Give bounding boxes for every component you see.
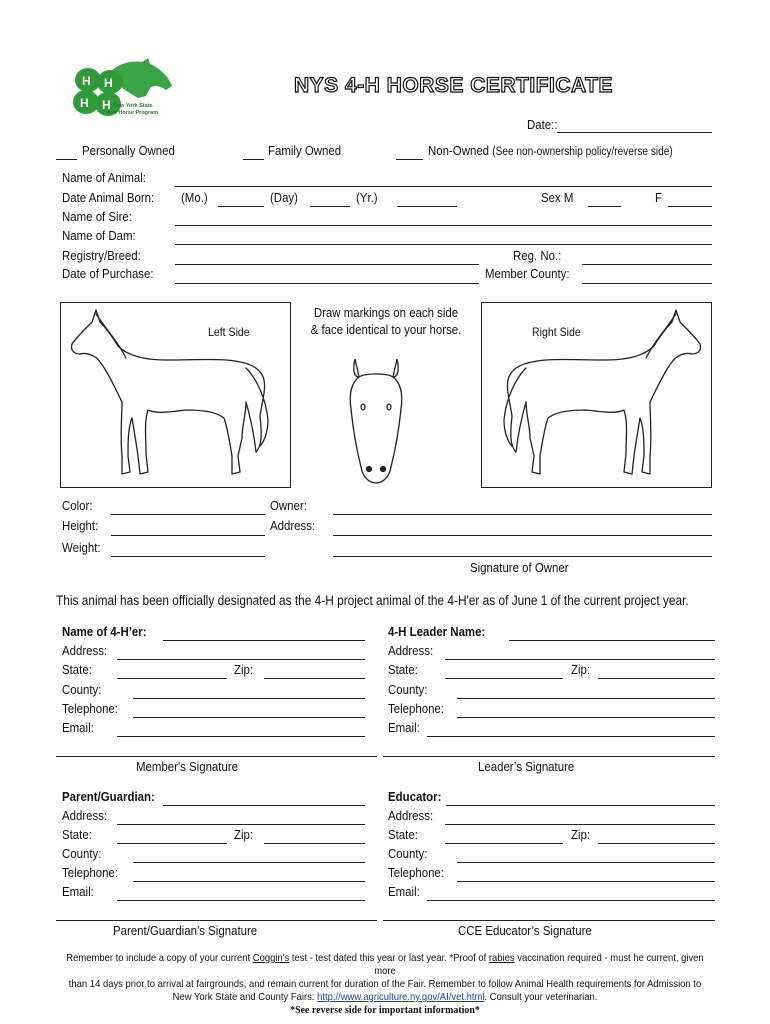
- day-label: (Day): [270, 190, 298, 205]
- leaders-signature-label: Leader’s Signature: [478, 759, 575, 774]
- educator-field[interactable]: [446, 805, 715, 806]
- leader-email-label: Email:: [388, 720, 420, 735]
- leader-county-label: County:: [388, 682, 428, 697]
- 4h-er-telephone-field[interactable]: [133, 717, 365, 718]
- educator-email-field[interactable]: [427, 900, 715, 901]
- date-of-purchase-label: Date of Purchase:: [62, 266, 154, 281]
- horse-left-side-icon: [66, 306, 276, 484]
- educator-address-field[interactable]: [445, 824, 715, 825]
- weight-field[interactable]: [111, 556, 265, 557]
- reg-no-label: Reg. No.:: [513, 248, 562, 263]
- drawing-instruction-line2: & face identical to your horse.: [310, 322, 462, 337]
- 4h-er-zip-field[interactable]: [264, 678, 365, 679]
- educator-email-label: Email:: [388, 884, 420, 899]
- date-of-purchase-field[interactable]: [175, 283, 479, 284]
- leader-zip-field[interactable]: [598, 678, 715, 679]
- svg-text:H: H: [102, 98, 111, 112]
- leader-county-field[interactable]: [457, 698, 715, 699]
- date-field[interactable]: [557, 132, 712, 133]
- parent-zip-field[interactable]: [264, 843, 365, 844]
- parent-address-label: Address:: [62, 808, 108, 823]
- leader-telephone-field[interactable]: [457, 717, 715, 718]
- leader-state-field[interactable]: [445, 678, 563, 679]
- non-owned-blank[interactable]: [396, 159, 423, 160]
- day-field[interactable]: [310, 206, 350, 207]
- leader-address-field[interactable]: [445, 659, 715, 660]
- color-field[interactable]: [111, 514, 265, 515]
- svg-text:H: H: [82, 74, 91, 88]
- footer-line-3: [57, 991, 714, 1004]
- registry-breed-field[interactable]: [175, 264, 479, 265]
- drawing-instruction-line1: Draw markings on each side: [313, 305, 459, 320]
- member-county-label: Member County:: [485, 266, 570, 281]
- 4h-er-telephone-label: Telephone:: [62, 701, 118, 716]
- name-of-4h-er-label: Name of 4-H’er:: [62, 624, 147, 639]
- parent-county-field[interactable]: [133, 862, 365, 863]
- educator-state-field[interactable]: [445, 843, 563, 844]
- rabies-link: rabies: [488, 952, 515, 964]
- registry-breed-label: Registry/Breed:: [62, 248, 141, 263]
- footer-text-2: test - test dated this year or last year. *Proof of: [289, 952, 489, 964]
- non-owned-note: (See non-ownership policy/reverse side): [492, 146, 673, 158]
- educator-telephone-field[interactable]: [457, 881, 715, 882]
- leaders-signature-line[interactable]: [383, 756, 715, 757]
- left-side-label: Left Side: [208, 325, 250, 339]
- parent-telephone-label: Telephone:: [62, 865, 118, 880]
- educator-signature-line[interactable]: [383, 920, 715, 921]
- weight-label: Weight:: [62, 540, 101, 555]
- sex-f-field[interactable]: [668, 206, 712, 207]
- parent-county-label: County:: [62, 846, 102, 861]
- educator-state-label: State:: [388, 827, 418, 842]
- month-field[interactable]: [218, 206, 264, 207]
- logo-text-line2: 4-H Horse Program: [108, 110, 159, 116]
- name-of-sire-field[interactable]: [175, 225, 712, 226]
- year-field[interactable]: [397, 206, 457, 207]
- height-label: Height:: [62, 518, 99, 533]
- footer-text-1: Remember to include a copy of your current: [66, 952, 253, 964]
- 4h-er-zip-label: Zip:: [234, 662, 254, 677]
- 4h-er-state-label: State:: [62, 662, 92, 677]
- members-signature-label: Member's Signature: [136, 759, 239, 774]
- designation-statement: This animal has been officially designated as the 4-H project animal of the 4-H'er as of June 1 of the current project year.: [56, 593, 689, 608]
- date-animal-born-label: Date Animal Born:: [62, 190, 155, 205]
- parent-state-field[interactable]: [117, 843, 227, 844]
- reverse-side-note: *See reverse side for important information*: [290, 1004, 480, 1016]
- height-field[interactable]: [111, 535, 265, 536]
- parent-address-field[interactable]: [117, 824, 365, 825]
- signature-of-owner-label: Signature of Owner: [470, 560, 569, 575]
- leader-address-label: Address:: [388, 643, 434, 658]
- parent-zip-label: Zip:: [234, 827, 254, 842]
- parent-signature-line[interactable]: [56, 920, 377, 921]
- educator-zip-label: Zip:: [571, 827, 591, 842]
- footer-text-4: New York State and County Fairs:: [172, 991, 318, 1003]
- parent-state-label: State:: [62, 827, 92, 842]
- educator-label: Educator:: [388, 789, 442, 804]
- owner-field[interactable]: [333, 514, 712, 515]
- horse-face-icon: [343, 355, 409, 487]
- 4h-er-county-label: County:: [62, 682, 102, 697]
- name-of-dam-field[interactable]: [175, 244, 712, 245]
- 4h-er-address-field[interactable]: [117, 659, 365, 660]
- right-side-label: Right Side: [532, 325, 581, 339]
- name-of-animal-label: Name of Animal:: [62, 170, 146, 185]
- parent-guardian-field[interactable]: [163, 805, 365, 806]
- sex-f-label: F: [655, 190, 662, 205]
- 4h-er-county-field[interactable]: [133, 698, 365, 699]
- non-owned-text: Non-Owned: [428, 143, 490, 158]
- 4h-er-email-label: Email:: [62, 720, 94, 735]
- owner-address-field-1[interactable]: [333, 535, 712, 536]
- vet-requirements-link[interactable]: http://www.agriculture.ny.gov/AI/vet.html: [317, 991, 485, 1003]
- members-signature-line[interactable]: [56, 756, 377, 757]
- parent-guardian-label: Parent/Guardian:: [62, 789, 155, 804]
- leader-telephone-label: Telephone:: [388, 701, 444, 716]
- 4h-er-address-label: Address:: [62, 643, 108, 658]
- educator-signature-label: CCE Educator’s Signature: [458, 923, 592, 938]
- member-county-field[interactable]: [582, 283, 712, 284]
- footer-text-5: . Consult your veterinarian.: [484, 991, 598, 1003]
- reg-no-field[interactable]: [582, 264, 712, 265]
- educator-zip-field[interactable]: [598, 843, 715, 844]
- sex-m-field[interactable]: [588, 206, 621, 207]
- page-title: NYS 4-H HORSE CERTIFICATE: [294, 74, 613, 97]
- logo-text-line1: New York State: [113, 103, 153, 109]
- non-owned-label: [428, 143, 673, 160]
- parent-signature-label: Parent/Guardian’s Signature: [113, 923, 258, 938]
- leader-state-label: State:: [388, 662, 418, 677]
- owner-label: Owner:: [270, 498, 307, 513]
- year-label: (Yr.): [356, 190, 378, 205]
- leader-zip-label: Zip:: [571, 662, 591, 677]
- educator-address-label: Address:: [388, 808, 434, 823]
- 4h-er-email-field[interactable]: [117, 736, 365, 737]
- name-of-4h-er-field[interactable]: [163, 640, 365, 641]
- svg-text:H: H: [80, 96, 89, 110]
- name-of-animal-field[interactable]: [175, 186, 712, 187]
- owner-address-field-2[interactable]: [333, 556, 712, 557]
- parent-email-field[interactable]: [117, 900, 365, 901]
- footer-notice: [57, 952, 714, 1017]
- date-label: Date::: [527, 117, 558, 132]
- footer-line-1: [57, 952, 714, 978]
- name-of-sire-label: Name of Sire:: [62, 209, 132, 224]
- educator-telephone-label: Telephone:: [388, 865, 444, 880]
- family-owned-blank[interactable]: [243, 159, 264, 160]
- month-label: (Mo.): [181, 190, 208, 205]
- personally-owned-label: Personally Owned: [82, 143, 175, 158]
- footer-text-3: vaccination required - must he current, given more: [374, 952, 704, 977]
- sex-m-label: Sex M: [541, 190, 574, 205]
- svg-text:H: H: [104, 76, 113, 90]
- 4h-er-state-field[interactable]: [117, 678, 227, 679]
- personally-owned-blank[interactable]: [56, 159, 77, 160]
- color-label: Color:: [62, 498, 93, 513]
- family-owned-label: Family Owned: [268, 143, 342, 158]
- leader-email-field[interactable]: [427, 736, 715, 737]
- parent-email-label: Email:: [62, 884, 94, 899]
- coggins-link: Coggin's: [252, 952, 290, 964]
- horse-right-side-icon: [496, 306, 706, 484]
- 4h-leader-name-field[interactable]: [509, 640, 715, 641]
- owner-address-label: Address:: [270, 518, 316, 533]
- educator-county-field[interactable]: [457, 862, 715, 863]
- parent-telephone-field[interactable]: [133, 881, 365, 882]
- educator-county-label: County:: [388, 846, 428, 861]
- name-of-dam-label: Name of Dam:: [62, 228, 136, 243]
- 4h-leader-name-label: 4-H Leader Name:: [388, 624, 486, 639]
- footer-line-2: than 14 days prior to arrival at fairgrounds, and remain current for duration of the Fair. Remember to follow Animal Health requirements for Admission to: [68, 978, 702, 990]
